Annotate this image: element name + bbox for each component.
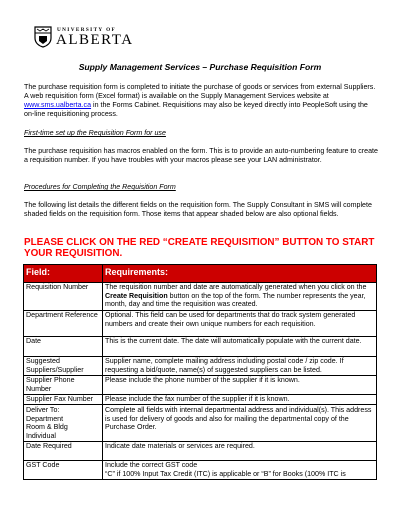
field-cell: Suggested Suppliers/Supplier — [24, 356, 103, 375]
first-time-heading: First-time set up the Requisition Form for use — [24, 129, 166, 137]
header-field: Field: — [24, 265, 103, 283]
table-row — [24, 460, 377, 479]
field-cell: Date Required — [24, 441, 103, 460]
table-header-row — [24, 265, 377, 283]
table-row — [24, 405, 377, 441]
table-row — [24, 394, 377, 405]
requirement-cell: Please include the fax number of the supplier if it is known. — [103, 394, 377, 405]
field-cell: Supplier Phone Number — [24, 375, 103, 394]
requirement-text: The requisition number and date are automatically generated when you click on the — [105, 283, 367, 291]
requirement-cell: Supplier name, complete mailing address including postal code / zip code. If requesting a bid/quote, name(s) of suggested suppliers can be listed. — [103, 356, 377, 375]
page-title: Supply Management Services – Purchase Requisition Form — [78, 62, 322, 72]
header-requirements: Requirements: — [103, 265, 377, 283]
logo-small-text: UNIVERSITY OF — [57, 27, 117, 33]
first-time-paragraph: The purchase requisition has macros enabled on the form. This is to provide an auto-numbering feature to create a requisition number. If you have troubles with your macros please see your LAN administrator. — [24, 147, 378, 164]
requirement-cell: Indicate date materials or services are required. — [103, 441, 377, 460]
field-cell: GST Code — [24, 460, 103, 479]
create-requisition-callout: PLEASE CLICK ON THE RED “CREATE REQUISITION” BUTTON TO START YOUR REQUISITION. — [24, 237, 375, 259]
requirement-cell — [103, 282, 377, 310]
field-cell: Supplier Fax Number — [24, 394, 103, 405]
table-row — [24, 441, 377, 460]
table-row — [24, 356, 377, 375]
create-requisition-label: Create Requisition — [105, 291, 168, 300]
procedures-heading: Procedures for Completing the Requisition Form — [24, 183, 176, 191]
field-cell: Requisition Number — [24, 282, 103, 310]
requirement-cell: Please include the phone number of the supplier if it is known. — [103, 375, 377, 394]
table-row — [24, 282, 377, 310]
table-row — [24, 375, 377, 394]
field-cell: Department Reference — [24, 310, 103, 336]
table-row — [24, 310, 377, 336]
crest-icon — [33, 26, 53, 48]
university-logo — [33, 26, 133, 50]
intro-paragraph — [24, 83, 378, 119]
intro-text-1: The purchase requisition form is completed to initiate the purchase of goods or services from external Suppliers. A web requisition form (Excel format) is available on the Supply Management Services website at — [24, 83, 376, 100]
requirement-cell: This is the current date. The date will automatically populate with the current date. — [103, 336, 377, 356]
intro-text-2: in the Forms Cabinet. Requisitions may also be keyed directly into PeopleSoft using the on-line requisitioning process. — [24, 101, 368, 118]
requirements-table — [23, 264, 377, 480]
requirement-cell: Complete all fields with internal departmental address and individual(s). This address is used for delivery of goods and also for mailing the departmental copy of the Purchase Order. — [103, 405, 377, 441]
procedures-paragraph: The following list details the different fields on the requisition form. The Supply Consultant in SMS will complete shaded fields on the requisition form. Those items that appear shaded below are also optional fields. — [24, 201, 372, 218]
requirement-text: button on the top of the form. The number represents the year, month, day and time the requisition was created. — [105, 291, 366, 309]
requirement-cell: Optional. This field can be used for departments that do track system generated numbers and create their own unique numbers for each requisition. — [103, 310, 377, 336]
sms-website-link[interactable]: www.sms.ualberta.ca — [24, 101, 92, 109]
field-cell: Date — [24, 336, 103, 356]
table-row — [24, 336, 377, 356]
field-cell: Deliver To: Department Room & Bldg Individual — [24, 405, 103, 441]
logo-big-text: ALBERTA — [56, 32, 134, 48]
requirement-cell: Include the correct GST code “C” if 100% Input Tax Credit (ITC) is applicable or “B” for Books (100% ITC is — [103, 460, 377, 479]
